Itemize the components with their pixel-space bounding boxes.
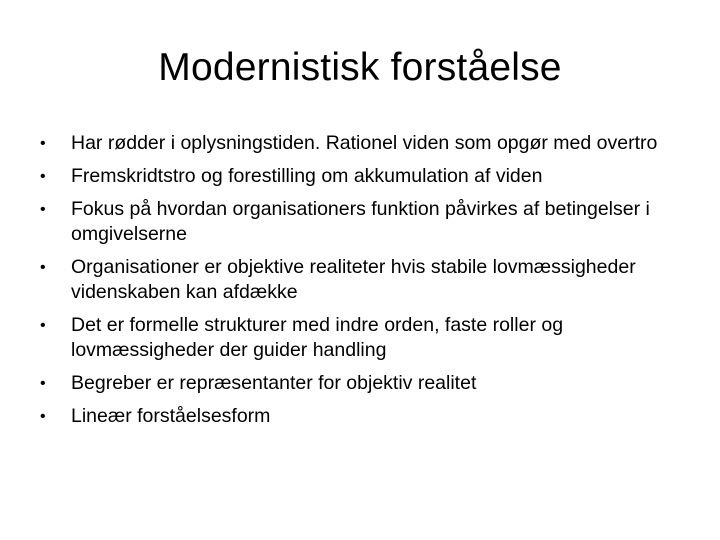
bullet-item: [40, 164, 680, 189]
bullet-text: Det er formelle strukturer med indre orden, faste roller og lovmæssigheder der guider handling: [71, 314, 564, 361]
bullet-dot-icon: •: [40, 135, 46, 152]
bullet-dot-icon: •: [40, 317, 46, 334]
bullet-item: [40, 131, 680, 156]
bullet-item: [40, 371, 680, 396]
slide-title: Modernistisk forståelse: [158, 46, 562, 89]
bullet-dot-icon: •: [40, 408, 46, 425]
bullet-list: [40, 131, 680, 437]
bullet-text: Fremskridtstro og forestilling om akkumulation af viden: [71, 165, 543, 187]
bullet-item: [40, 404, 680, 429]
bullet-text: Fokus på hvordan organisationers funktion påvirkes af betingelser i omgivelserne: [71, 198, 650, 245]
bullet-text: Har rødder i oplysningstiden. Rationel viden som opgør med overtro: [71, 132, 658, 154]
bullet-item: [40, 255, 680, 305]
bullet-dot-icon: •: [40, 201, 46, 218]
bullet-item: [40, 313, 680, 363]
bullet-item: [40, 197, 680, 247]
bullet-text: Lineær forståelsesform: [71, 405, 271, 427]
bullet-dot-icon: •: [40, 375, 46, 392]
bullet-dot-icon: •: [40, 259, 46, 276]
bullet-text: Organisationer er objektive realiteter hvis stabile lovmæssigheder videnskaben kan afdække: [71, 256, 636, 303]
bullet-text: Begreber er repræsentanter for objektiv realitet: [71, 372, 477, 394]
bullet-dot-icon: •: [40, 168, 46, 185]
